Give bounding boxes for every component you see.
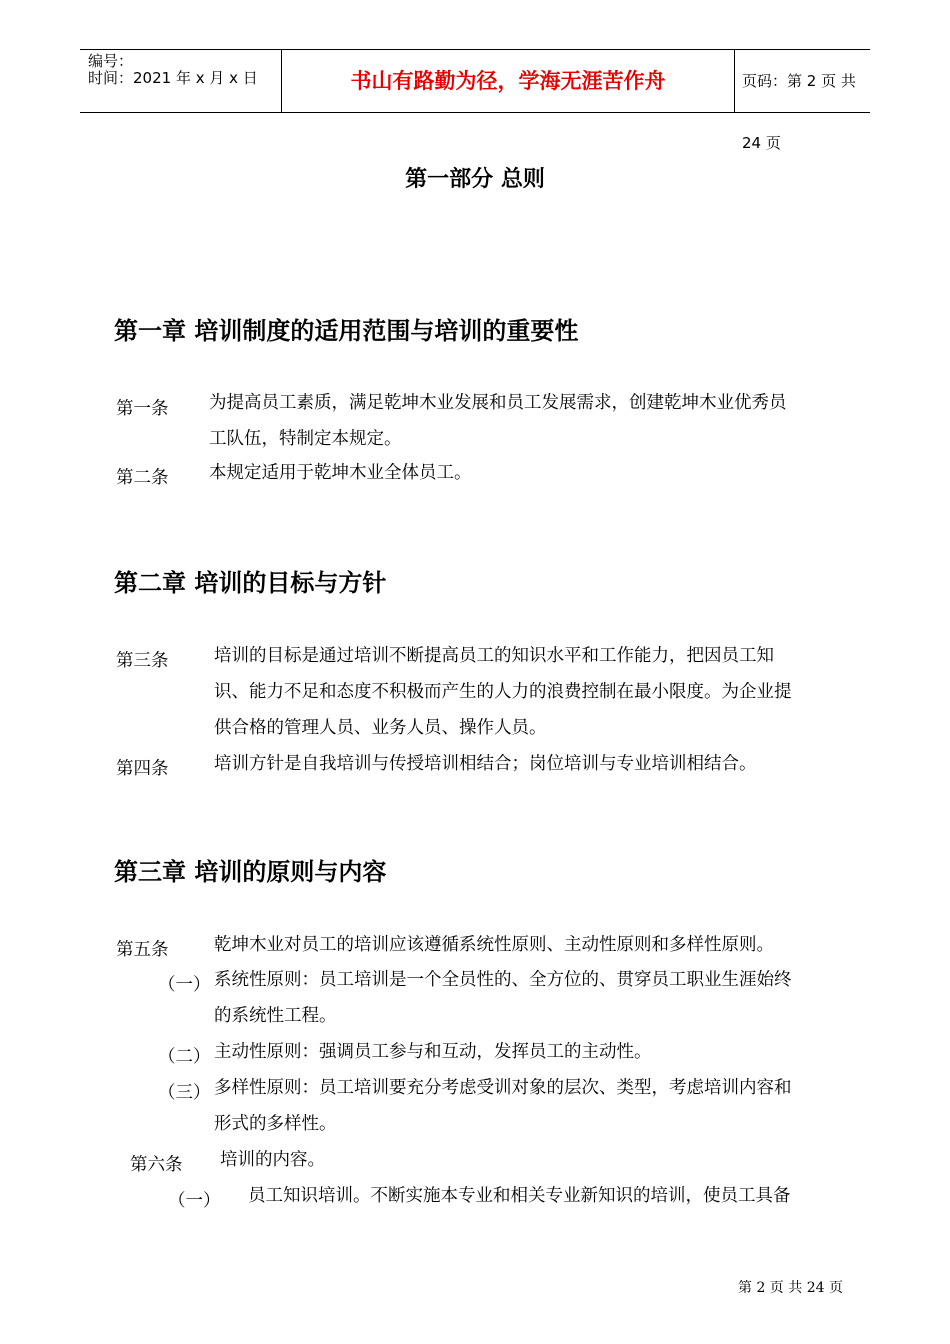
article-label: 第六条	[130, 1155, 183, 1175]
article-label: 第二条	[116, 468, 169, 488]
page-footer: 第 2 页 共 24 页	[738, 1280, 843, 1296]
article-1-text	[209, 385, 849, 457]
header-page-number: 页码：第 2 页 共 24 页	[742, 72, 856, 152]
article-6-text	[220, 1142, 850, 1178]
text-line: 识、能力不足和态度不积极而产生的人力的浪费控制在最小限度。为企业提	[214, 682, 792, 702]
part-title: 第一部分 总则	[405, 167, 545, 192]
page-header	[80, 49, 870, 152]
header-motto: 书山有路勤为径，学海无涯苦作舟	[281, 50, 735, 112]
doc-time-label: 时间：2021 年 x 月 x 日	[88, 69, 258, 87]
text-line: 的系统性工程。	[214, 1006, 337, 1026]
text-line: 主动性原则：强调员工参与和互动，发挥员工的主动性。	[214, 1042, 652, 1062]
article-2-text	[209, 455, 849, 491]
article-label: 第三条	[116, 651, 169, 671]
chapter-3-title: 第三章 培训的原则与内容	[114, 858, 387, 886]
text-line: 员工知识培训。不断实施本专业和相关专业新知识的培训，使员工具备	[248, 1186, 791, 1206]
article-4-text	[214, 746, 850, 782]
clause-5-1-text	[214, 962, 850, 1034]
clause-label: （一）	[158, 975, 211, 995]
text-line: 培训的内容。	[220, 1150, 325, 1170]
clause-5-2-text	[214, 1034, 850, 1070]
text-line: 工队伍，特制定本规定。	[209, 429, 402, 449]
article-label: 第五条	[116, 940, 169, 960]
clause-label: （一）	[168, 1191, 221, 1211]
text-line: 形式的多样性。	[214, 1114, 337, 1134]
text-line: 系统性原则：员工培训是一个全员性的、全方位的、贯穿员工职业生涯始终	[214, 970, 792, 990]
chapter-2-title: 第二章 培训的目标与方针	[114, 569, 387, 597]
clause-label: （三）	[158, 1083, 211, 1103]
clause-5-3-text	[214, 1070, 850, 1142]
text-line: 多样性原则：员工培训要充分考虑受训对象的层次、类型，考虑培训内容和	[214, 1078, 792, 1098]
text-line: 本规定适用于乾坤木业全体员工。	[209, 463, 472, 483]
clause-6-1-text	[248, 1178, 850, 1214]
header-meta-cell	[80, 50, 280, 112]
chapter-1-title: 第一章 培训制度的适用范围与培训的重要性	[114, 317, 579, 345]
doc-number-label: 编号：	[88, 52, 134, 70]
article-label: 第四条	[116, 759, 169, 779]
text-line: 培训方针是自我培训与传授培训相结合；岗位培训与专业培训相结合。	[214, 754, 757, 774]
article-5-text	[214, 927, 850, 963]
text-line: 乾坤木业对员工的培训应该遵循系统性原则、主动性原则和多样性原则。	[214, 935, 774, 955]
text-line: 供合格的管理人员、业务人员、操作人员。	[214, 718, 547, 738]
clause-label: （二）	[158, 1047, 211, 1067]
article-3-text	[214, 638, 850, 746]
text-line: 为提高员工素质，满足乾坤木业发展和员工发展需求，创建乾坤木业优秀员	[209, 393, 787, 413]
text-line: 培训的目标是通过培训不断提高员工的知识水平和工作能力，把因员工知	[214, 646, 774, 666]
article-label: 第一条	[116, 399, 169, 419]
